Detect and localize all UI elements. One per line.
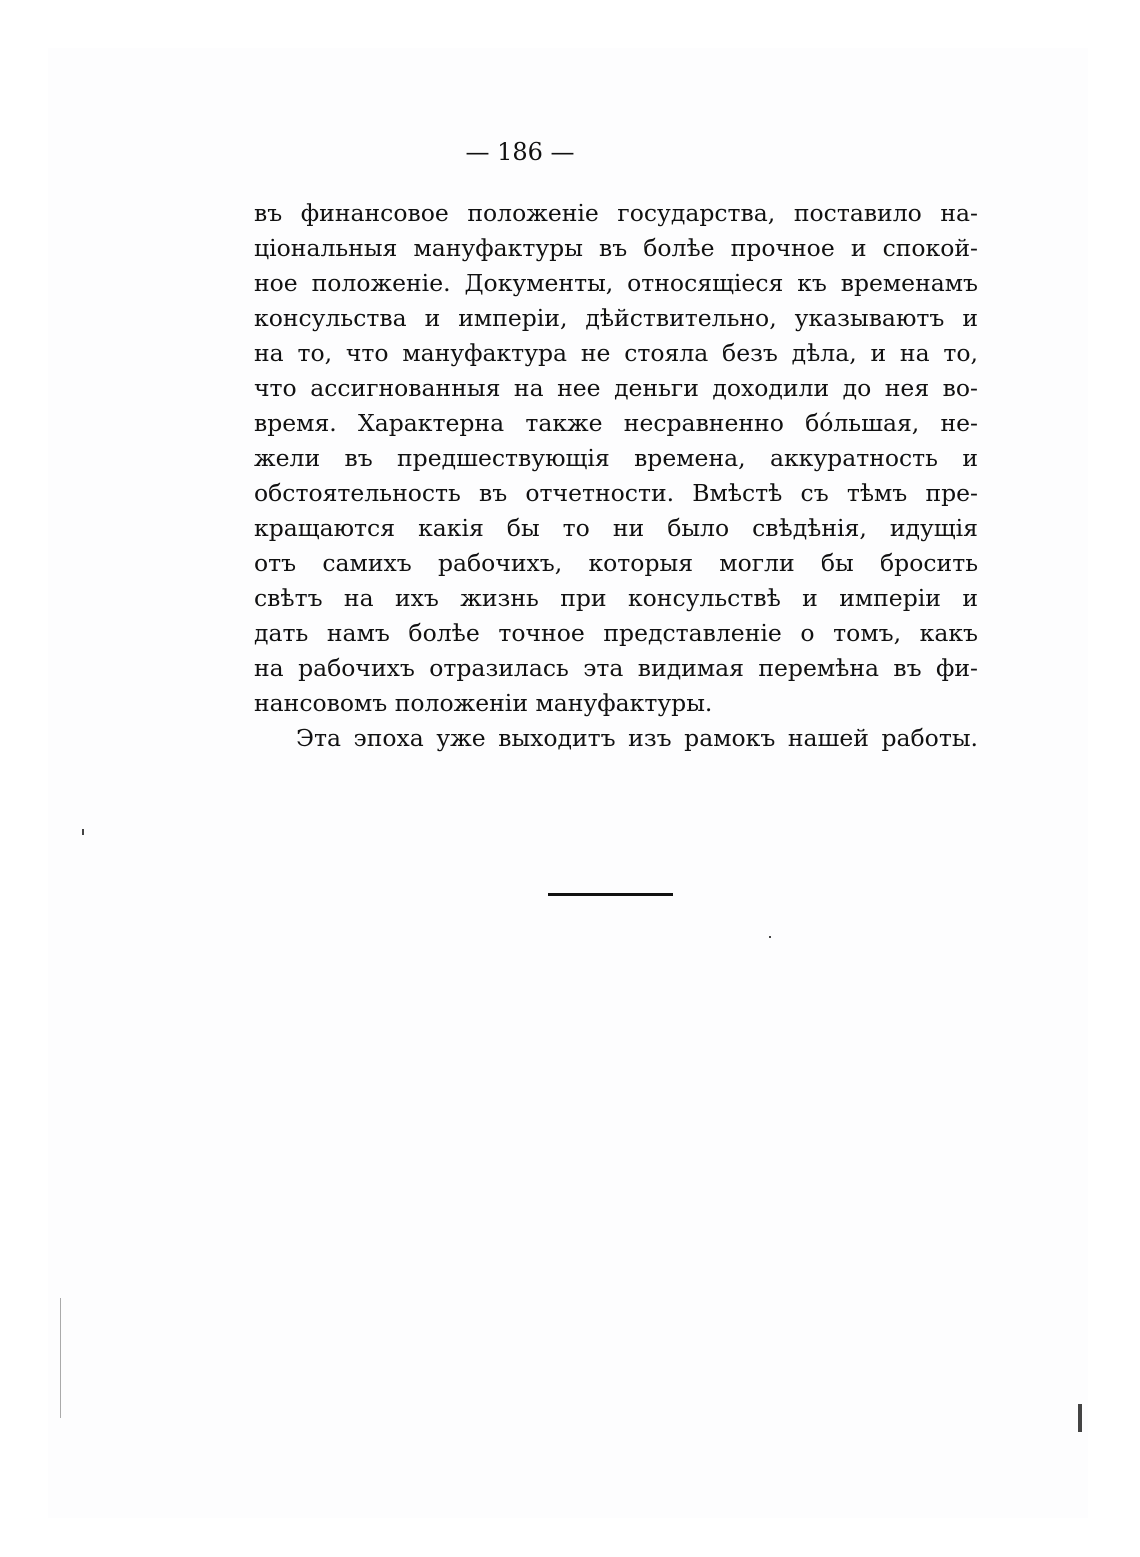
scan-speck [1078,1404,1082,1432]
text-line: отъ самихъ рабочихъ, которыя могли бы бросить [254,549,978,577]
text-line: что ассигнованныя на нее деньги доходили до нея во- [254,374,978,402]
text-line: кращаются какiя бы то ни было свѣдѣнiя, идущiя [254,514,978,542]
page-number: — 186 — [465,138,575,166]
text-line: нансовомъ положенiи мануфактуры. [254,689,713,717]
text-line: консульства и имперiи, дѣйствительно, указываютъ и [254,304,978,332]
scan-speck [769,936,771,938]
text-line: на рабочихъ отразилась эта видимая перемѣна въ фи- [254,654,978,682]
scan-speck [82,829,84,835]
text-line: въ финансовое положенiе государства, поставило на- [254,199,978,227]
scan-speck [60,1298,61,1418]
body-text [254,196,978,756]
text-line: дать намъ болѣе точное представленiе о томъ, какъ [254,619,978,647]
text-line: на то, что мануфактура не стояла безъ дѣла, и на то, [254,339,978,367]
text-line: ное положенiе. Документы, относящiеся къ временамъ [254,269,978,297]
paragraph [254,721,978,756]
text-line: время. Характерна также несравненно бóльшая, не- [254,409,978,437]
text-line: цiональныя мануфактуры въ болѣе прочное и спокой- [254,234,978,262]
text-line: Эта эпоха уже выходитъ изъ рамокъ нашей работы. [296,724,978,752]
paragraph [254,196,978,721]
end-rule [548,893,673,896]
text-line: обстоятельность въ отчетности. Вмѣстѣ съ тѣмъ пре- [254,479,978,507]
text-line: жели въ предшествующiя времена, аккуратность и [254,444,978,472]
text-line: свѣтъ на ихъ жизнь при консульствѣ и имперiи и [254,584,978,612]
